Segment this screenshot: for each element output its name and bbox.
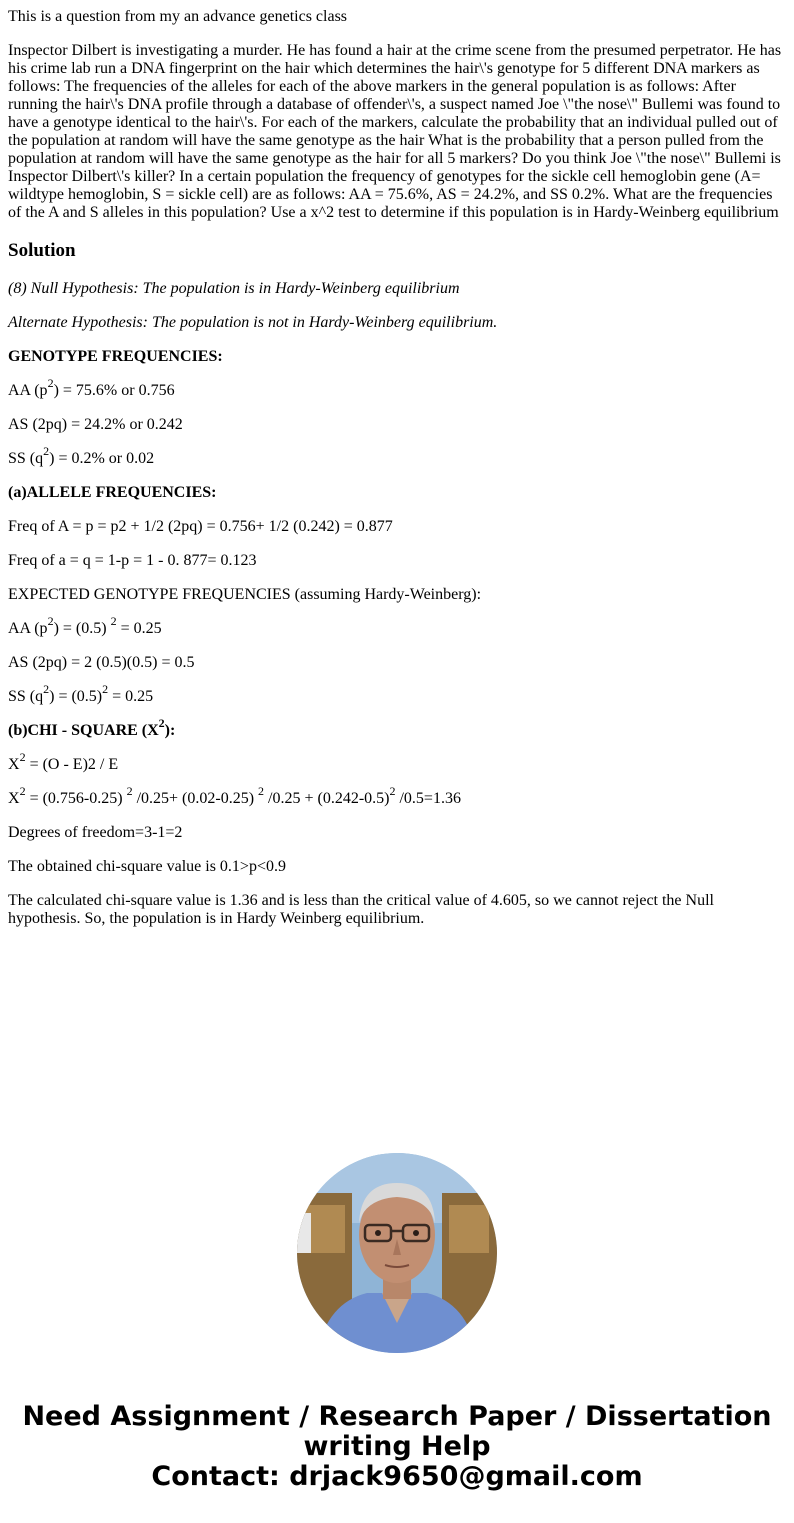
- solution-heading: Solution: [8, 240, 76, 261]
- genotype-aa: AA $(p^2) = 75.6\%$ or 0.756: [8, 375, 175, 399]
- freq-q: Freq of a = q = 1-p = 1 - 0. 877= 0.123: [8, 552, 257, 569]
- question-text: Inspector Dilbert is investigating a murder. He has found a hair at the crime scene from the presumed perpetrator. He has his crime lab run a DNA fingerprint on the hair which determines the hair\'s genotype for 5 different DNA markers as follows: The frequencies of the alleles for each of the above markers in the general population is as follows: After running the hair\'s DNA profile through a database of offender\'s, a suspect named Joe \"the nose\" Bullemi was found to have a genotype identical to the hair\'s. For each of the markers, calculate the probability that an individual pulled out of the population at random will have the same genotype as the hair What is the probability that a person pulled from the population at random will have the same genotype as the hair for all 5 markers? Do you think Joe \"the nose\" Bullemi is Inspector Dilbert\'s killer? In a certain population the frequency of genotypes for the sickle cell hemoglobin gene (A= wildtype hemoglobin, S = sickle cell) are as follows: AA = 75.6%, AS = 24.2%, and SS 0.2%. What are the frequencies of the A and S alleles in this population? Use a x^2 test to determine if this population is in Hardy-Weinberg equilibrium: [8, 42, 782, 221]
- promo-banner: [0, 1402, 794, 1492]
- conclusion: The calculated chi-square value is 1.36 and is less than the critical value of 4.605, so we cannot reject the Null hypothesis. So, the population is in Hardy Weinberg equilibrium.: [8, 892, 714, 927]
- genotype-as: AS (2pq) = 24.2% or 0.242: [8, 416, 183, 433]
- degrees-of-freedom: Degrees of freedom=3-1=2: [8, 824, 183, 841]
- genotype-heading: GENOTYPE FREQUENCIES:: [8, 348, 223, 365]
- freq-a: Freq of A = p = p2 + 1/2 (2pq) = 0.756+ 1/2 (0.242) = 0.877: [8, 518, 393, 535]
- expected-aa: AA $(p^2) = (0.5) ^2 = 0.25$: [8, 613, 162, 637]
- expected-ss: SS $(q^2) = (0.5)^2 = 0.25$: [8, 681, 154, 705]
- chi-square-heading: (b)CHI - SQUARE $(X^2)$:: [8, 715, 176, 739]
- author-photo: [297, 1153, 497, 1353]
- expected-as: AS (2pq) = 2 (0.5)(0.5) = 0.5: [8, 654, 195, 671]
- promo-line-2: writing Help: [303, 1431, 491, 1462]
- intro-text: This is a question from my an advance genetics class: [8, 8, 348, 25]
- promo-line-1: Need Assignment / Research Paper / Dissertation: [22, 1401, 772, 1432]
- expected-heading: EXPECTED GENOTYPE FREQUENCIES (assuming Hardy-Weinberg):: [8, 586, 482, 603]
- alternate-hypothesis: Alternate Hypothesis: The population is not in Hardy-Weinberg equilibrium.: [8, 314, 498, 331]
- promo-contact: Contact: drjack9650@gmail.com: [151, 1461, 643, 1492]
- allele-heading: (a)ALLELE FREQUENCIES:: [8, 484, 217, 501]
- chi-square-formula: $X^2 = (O - E)2 / E$: [8, 749, 119, 773]
- p-value-range: The obtained chi-square value is 0.1>p<0.9: [8, 858, 286, 875]
- chi-square-calculation: $X^2 = (0.756-0.25)$ $^2$ /0.25+ (0.02-0.25) $^2$ $/0.25 + (0.242-0.5)^2$ /0.5=1.36: [8, 783, 461, 807]
- author-avatar: [297, 1153, 497, 1353]
- null-hypothesis: (8) Null Hypothesis: The population is in Hardy-Weinberg equilibrium: [8, 280, 460, 297]
- genotype-ss: SS $(q^2) = 0.2\%$ or 0.02: [8, 443, 155, 467]
